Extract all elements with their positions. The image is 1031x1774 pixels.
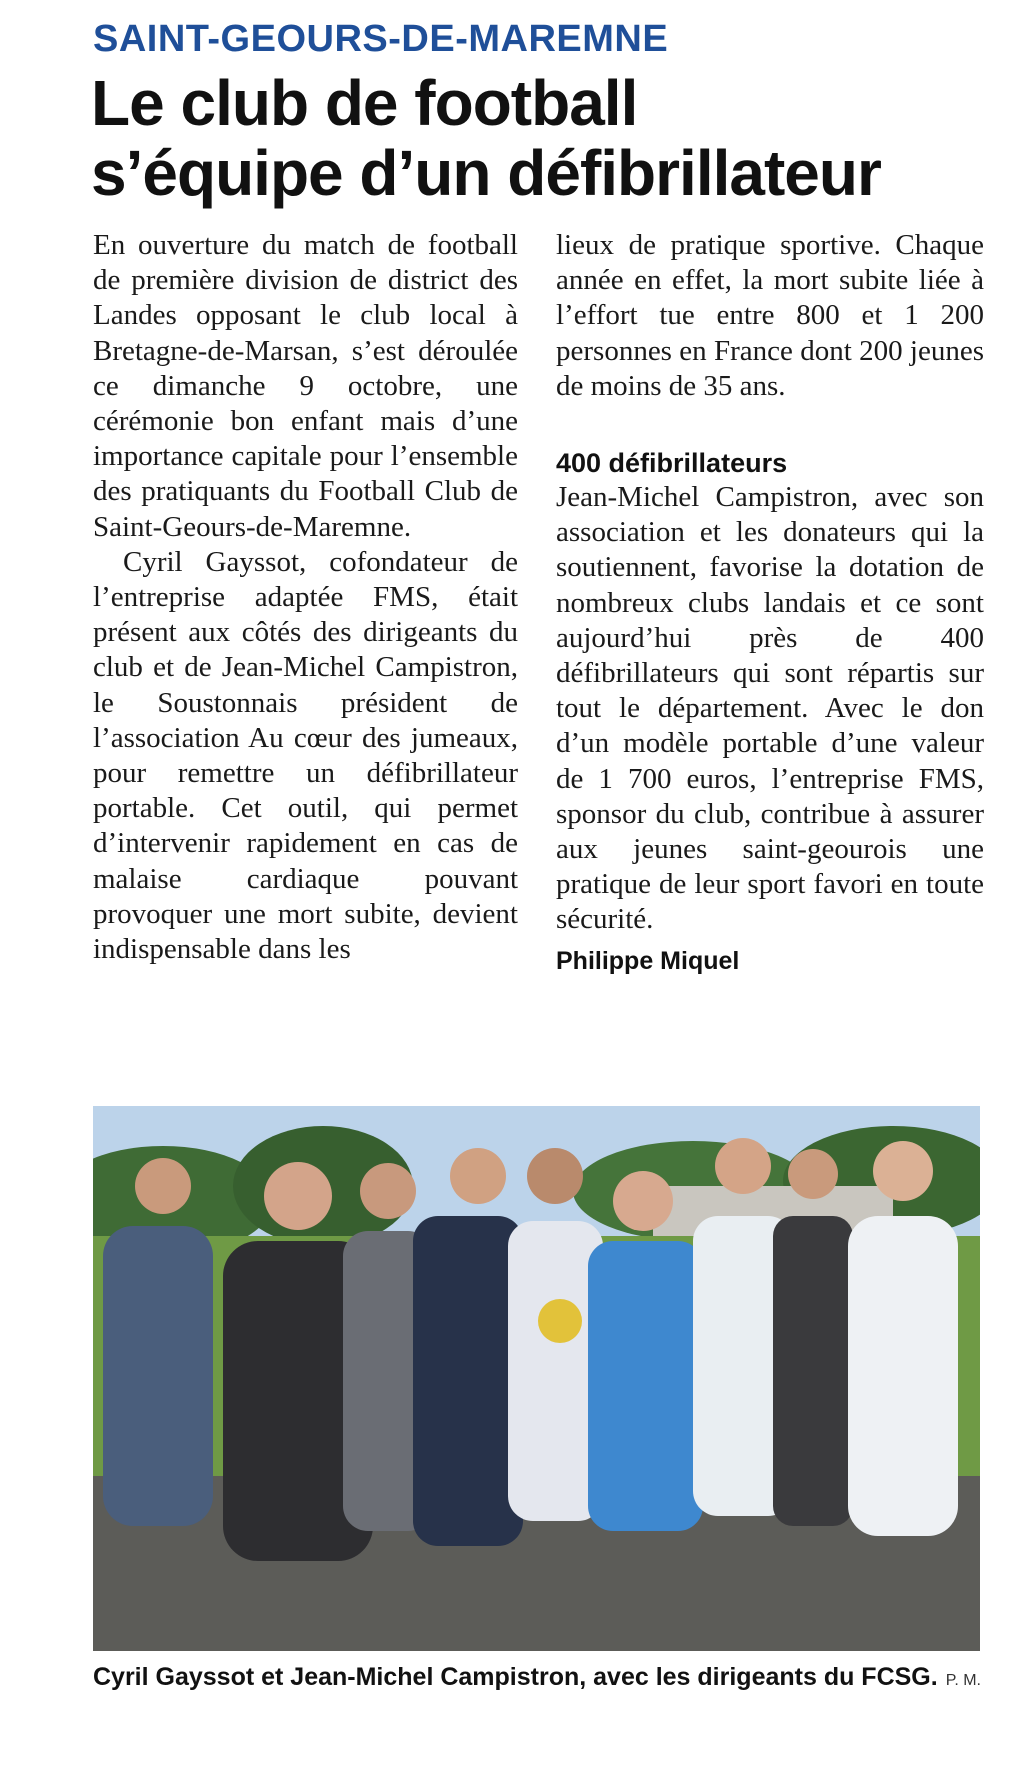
article-column-right [556,228,984,979]
photo-caption [93,1660,993,1698]
photo-caption-text: Cyril Gayssot et Jean-Michel Campistron, avec les dirigeants du FCSG. [93,1663,938,1691]
photo-credit: P. M. [945,1672,981,1689]
paragraph-defibrillators: Jean-Michel Campistron, avec son association et les donateurs qui la soutiennent, favorise la dotation de nombreux clubs landais et ce sont aujourd’hui près de 400 défibrillateurs qui sont répartis sur tout le département. Avec le don d’un modèle portable d’une valeur de 1 700 euros, l’entreprise FMS, sponsor du club, contribue à assurer aux jeunes saint-geourois une pratique de leur sport favori en toute sécurité. [556,481,984,936]
paragraph-continuation: lieux de pratique sportive. Chaque année en effet, la mort subite liée à l’effort tue entre 800 et 1 200 personnes en France dont 200 jeunes de moins de 35 ans. [556,229,984,402]
paragraph-intro: En ouverture du match de football de première division de district des Landes opposant le club local à Bretagne-de-Marsan, s’est déroulée ce dimanche 9 octobre, une cérémonie bon enfant mais d’une importance capitale pour l’ensemble des pratiquants du Football Club de Saint-Geours-de-Maremne. [93,229,518,543]
headline-line-1: Le club de football [91,67,638,139]
group-photo [93,1106,980,1651]
headline-line-2: s’équipe d’un défibrillateur [91,137,881,209]
article-byline: Philippe Miquel [556,946,740,975]
group-photo-illustration [93,1106,980,1651]
article-subhead: 400 défibrillateurs [556,448,788,479]
section-kicker: SAINT-GEOURS-DE-MAREMNE [93,18,669,60]
article-headline [91,68,1011,208]
article-column-left [93,228,518,967]
paragraph-gayssot: Cyril Gayssot, cofondateur de l’entreprise adaptée FMS, était présent aux côtés des dirigeants du club et de Jean-Michel Campistron, le Soustonnais président de l’association Au cœur des jumeaux, pour remettre un défibrillateur portable. Cet outil, qui permet d’intervenir rapidement en cas de malaise cardiaque pouvant provoquer une mort subite, devient indispensable dans les [93,545,518,966]
